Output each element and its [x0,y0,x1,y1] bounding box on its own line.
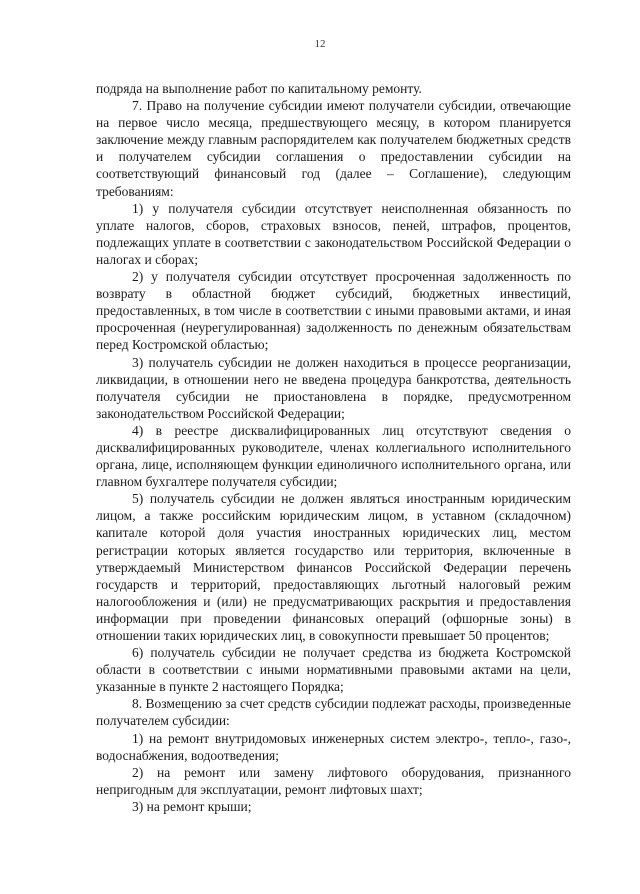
clause-7-item-2: 2) у получателя субсидии отсутствует просроченная задолженность по возврату в областной бюджет субсидий, бюджетных инвестиций, предоставленных, в том числе в соответствии с иными правовыми актами, и иная просроченная (неурегулированная) задолженность по денежным обязательствам перед Костромской областью; [96,269,571,353]
clause-7-item-4: 4) в реестре дисквалифицированных лиц отсутствуют сведения о дисквалифицированных руководителе, членах коллегиального исполнительного органа, лице, исполняющем функции единоличного исполнительного органа, или главном бухгалтере получателя субсидии; [96,422,571,490]
clause-7-item-3: 3) получатель субсидии не должен находиться в процессе реорганизации, ликвидации, в отношении него не введена процедура банкротства, деятельность получателя субсидии не приостановлена в порядке, предусмотренном законодательством Российской Федерации; [96,354,571,421]
clause-8-item-2: 2) на ремонт или замену лифтового оборудования, признанного непригодным для эксплуатации, ремонт лифтовых шахт; [96,764,571,797]
page-number: 12 [314,38,326,50]
clause-8-item-1: 1) на ремонт внутридомовых инженерных систем электро-, тепло-, газо-, водоснабжения, водоотведения; [96,730,571,763]
clause-7-item-5: 5) получатель субсидии не должен являться иностранным юридическим лицом, а также российским юридическим лицом, в уставном (складочном) капитале которой доля участия иностранных юридических лиц, местом регистрации которых является государство или территория, включенные в утверждаемый Министерством финансов Российской Федерации перечень государств и территорий, предоставляющих льготный налоговый режим налогообложения и (или) не предусматривающих раскрытия и предоставления информации при проведении финансовых операций (офшорные зоны) в отношении таких юридических лиц, в совокупности превышает 50 процентов; [96,491,571,643]
clause-8-item-3: 3) на ремонт крыши; [132,798,252,814]
document-body [96,80,571,815]
clause-7: 7. Право на получение субсидии имеют получатели субсидии, отвечающие на первое число месяца, предшествующего месяцу, в котором планируется заключение между главным распорядителем как получателем бюджетных средств и получателем субсидии соглашения о предоставлении субсидии на соответствующий финансовый год (далее – Соглашение), следующим требованиям: [96,98,571,199]
clause-7-item-6: 6) получатель субсидии не получает средства из бюджета Костромской области в соответствии с иными нормативными правовыми актами на цели, указанные в пункте 2 настоящего Порядка; [96,645,571,695]
clause-8: 8. Возмещению за счет средств субсидии подлежат расходы, произведенные получателем субсидии: [96,696,571,729]
clause-7-item-1: 1) у получателя субсидии отсутствует неисполненная обязанность по уплате налогов, сборов, страховых взносов, пеней, штрафов, процентов, подлежащих уплате в соответствии с законодательством Российской Федерации о налогах и сборах; [96,200,571,267]
paragraph-continuation: подряда на выполнение работ по капитальному ремонту. [96,81,422,96]
